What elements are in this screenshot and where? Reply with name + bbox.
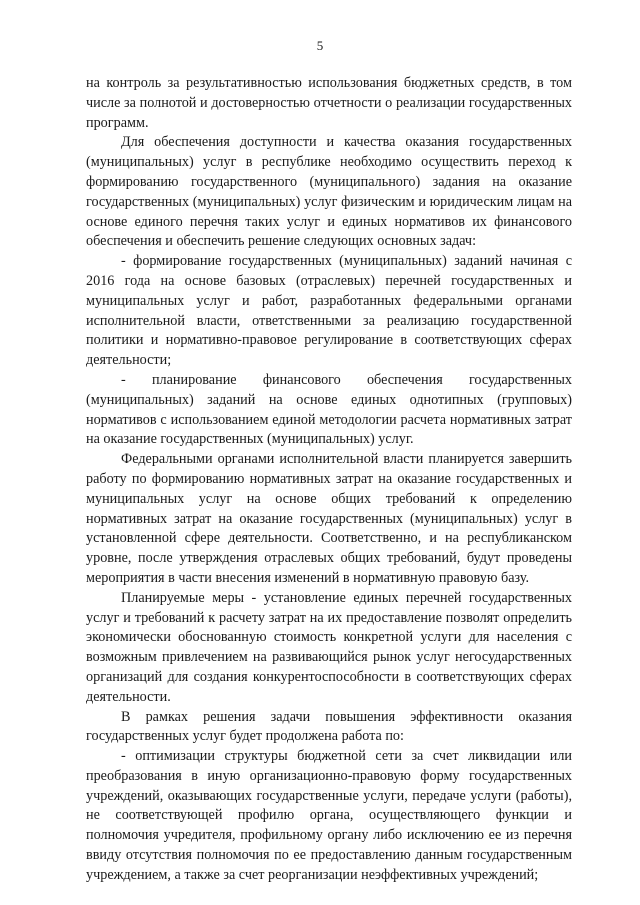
page-number: 5 (316, 38, 324, 53)
document-body (86, 74, 572, 886)
paragraph-efficiency-task: В рамках решения задачи повышения эффективности оказания государственных услуг будет продолжена работа по: (86, 708, 572, 745)
paragraph-planned-measures: Планируемые меры - установление единых перечней государственных услуг и требований к расчету затрат на их предоставление позволят определить экономически обоснованную стоимость конкретной услуги для населения с возможным привлечением на развивающийся рынок услуг негосударственных организаций для создания конкурентоспособности в соответствующих сферах деятельности. (86, 589, 572, 705)
paragraph-continuation: на контроль за результативностью использования бюджетных средств, в том числе за полнотой и достоверностью отчетности о реализации государственных программ. (86, 75, 572, 131)
paragraph-federal-authorities: Федеральными органами исполнительной власти планируется завершить работу по формированию нормативных затрат на оказание государственных и муниципальных услуг на основе общих требований к определению нормативных затрат на оказание государственных (муниципальных) услуг в установленной сфере деятельности. Соответственно, и на республиканском уровне, после утверждения отраслевых общих требований, будут проведены мероприятия в части внесения изменений в нормативную правовую базу. (86, 451, 572, 586)
list-item-formation-tasks: - формирование государственных (муниципальных) заданий начиная с 2016 года на основе базовых (отраслевых) перечней государственных и муниципальных услуг и работ, разработанных федеральными органами исполнительной власти, ответственными за реализацию государственной политики и нормативно-правовое регулирование в соответствующих сферах деятельности; (86, 253, 572, 369)
paragraph-access-quality: Для обеспечения доступности и качества оказания государственных (муниципальных) услуг в республике необходимо осуществить переход к формированию государственного (муниципального) задания на оказание государственных (муниципальных) услуг физическим и юридическим лицам на основе единого перечня таких услуг и единых нормативов их финансового обеспечения и обеспечить решение следующих основных задач: (86, 134, 572, 250)
list-item-network-optimization: - оптимизации структуры бюджетной сети за счет ликвидации или преобразования в иную организационно-правовую форму государственных учреждений, оказывающих государственные услуги, передаче услуги (работы), не соответствующей профилю органа, осуществляющего функции и полномочия учредителя, профильному органу либо исключению ее из перечня ввиду отсутствия полномочия по ее предоставлению данным государственным учреждением, а также за счет реорганизации неэффективных учреждений; (86, 748, 572, 883)
list-item-financial-planning: - планирование финансового обеспечения государственных (муниципальных) заданий на основе единых однотипных (групповых) нормативов с использованием единой методологии расчета нормативных затрат на оказание государственных (муниципальных) услуг. (86, 371, 572, 448)
